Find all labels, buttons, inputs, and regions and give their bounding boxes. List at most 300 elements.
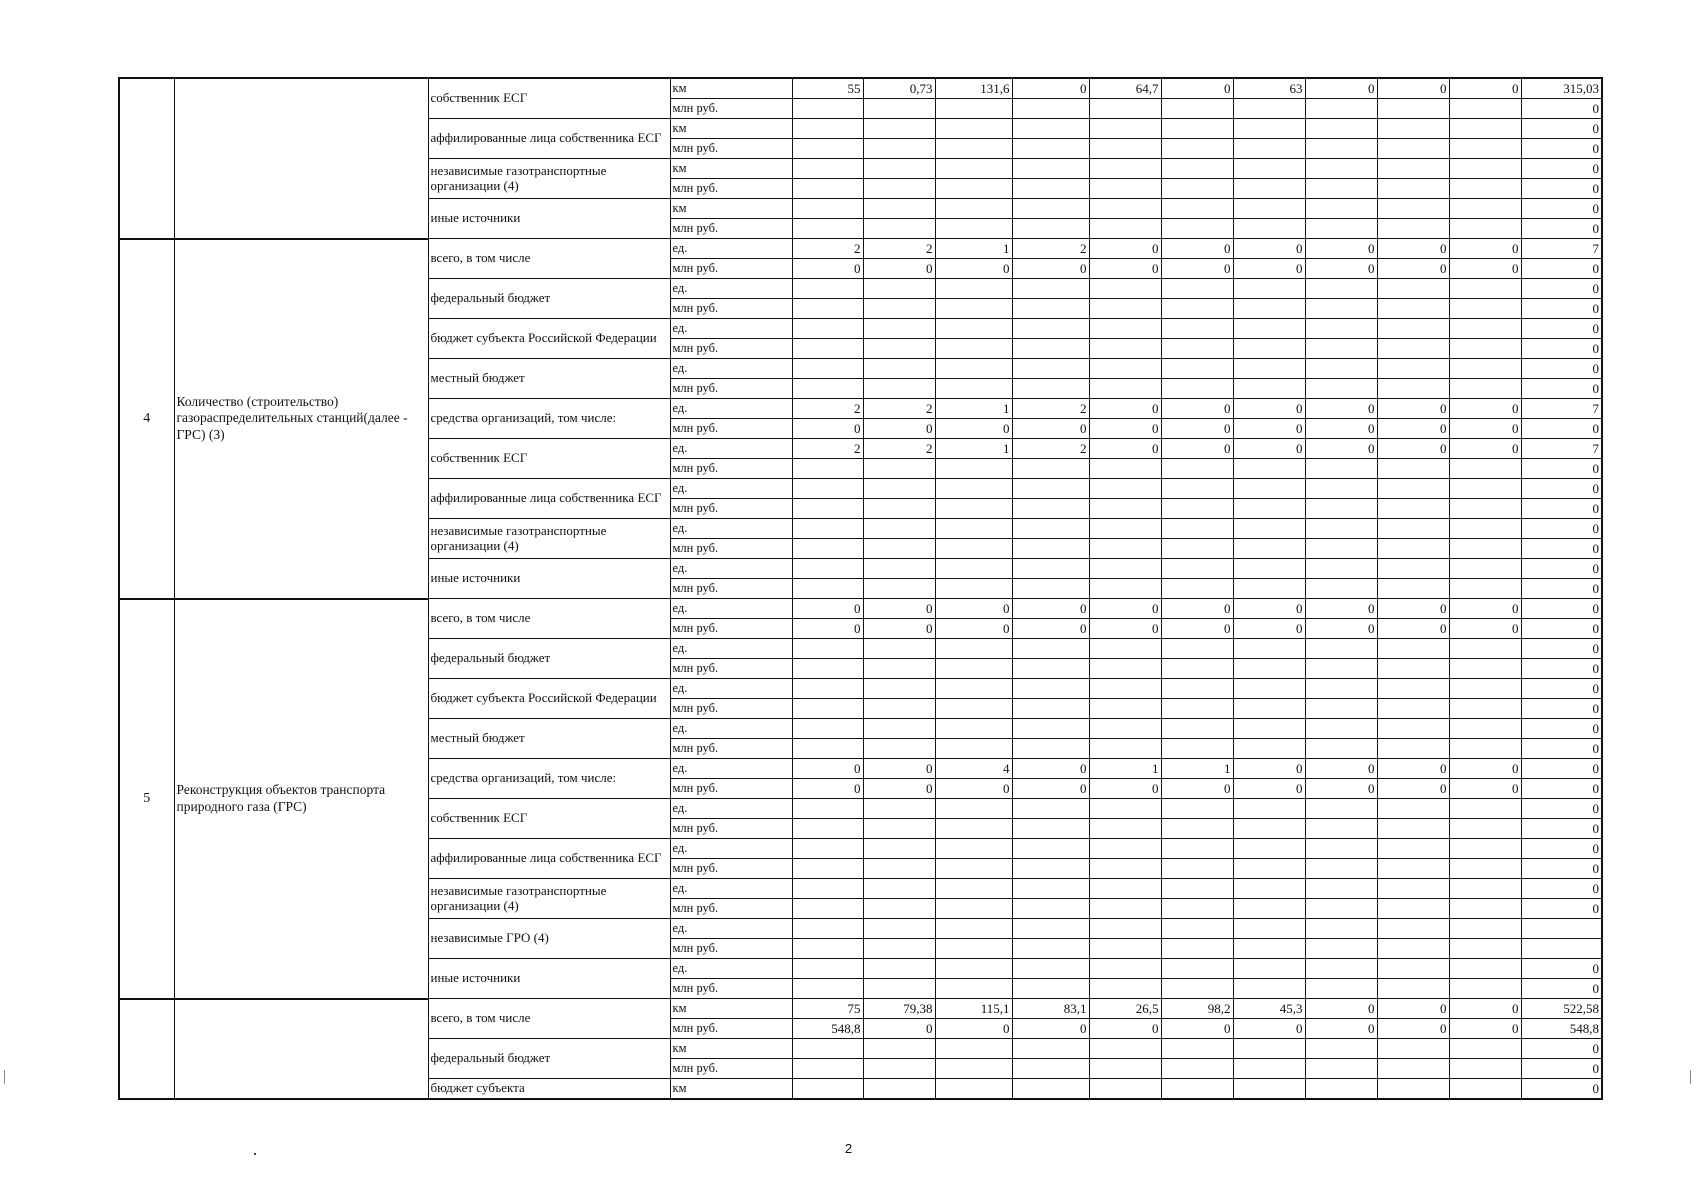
value-cell (1161, 839, 1233, 859)
value-cell (863, 939, 935, 959)
value-cell (1161, 219, 1233, 239)
value-cell (863, 839, 935, 859)
section-index (119, 78, 174, 239)
unit-cell: ед. (670, 959, 792, 979)
value-cell: 0 (792, 779, 863, 799)
value-cell: 0 (1377, 779, 1449, 799)
value-cell (792, 299, 863, 319)
value-cell (1161, 919, 1233, 939)
unit-cell: км (670, 78, 792, 99)
value-cell: 0 (1012, 78, 1089, 99)
total-cell: 0 (1521, 219, 1602, 239)
value-cell: 2 (1012, 239, 1089, 259)
value-cell (1305, 739, 1377, 759)
value-cell (935, 979, 1012, 999)
funding-source: независимые газотранспортные организации (4) (428, 159, 670, 199)
value-cell (1089, 179, 1161, 199)
value-cell (1305, 899, 1377, 919)
unit-cell: ед. (670, 799, 792, 819)
value-cell: 0 (1377, 439, 1449, 459)
value-cell (792, 519, 863, 539)
value-cell (792, 659, 863, 679)
value-cell: 0 (1233, 599, 1305, 619)
value-cell (1305, 919, 1377, 939)
unit-cell: млн руб. (670, 299, 792, 319)
value-cell: 64,7 (1089, 78, 1161, 99)
value-cell (1377, 959, 1449, 979)
value-cell (1377, 379, 1449, 399)
value-cell: 0 (1305, 259, 1377, 279)
value-cell (1161, 1039, 1233, 1059)
unit-cell: км (670, 1079, 792, 1100)
value-cell (863, 859, 935, 879)
value-cell (1377, 299, 1449, 319)
value-cell (1012, 899, 1089, 919)
value-cell: 2 (792, 439, 863, 459)
value-cell: 2 (863, 439, 935, 459)
value-cell: 0 (1305, 1019, 1377, 1039)
value-cell (1012, 119, 1089, 139)
value-cell (1161, 859, 1233, 879)
value-cell: 0 (1305, 439, 1377, 459)
value-cell (1012, 539, 1089, 559)
value-cell (1161, 719, 1233, 739)
value-cell (792, 499, 863, 519)
value-cell (1089, 879, 1161, 899)
value-cell: 0 (863, 1019, 935, 1039)
funding-source: собственник ЕСГ (428, 799, 670, 839)
value-cell (1233, 199, 1305, 219)
value-cell (1233, 499, 1305, 519)
value-cell: 0 (863, 779, 935, 799)
value-cell (935, 279, 1012, 299)
value-cell (1233, 159, 1305, 179)
value-cell: 0 (1161, 619, 1233, 639)
value-cell (1012, 639, 1089, 659)
unit-cell: км (670, 999, 792, 1019)
value-cell (1012, 199, 1089, 219)
value-cell: 0 (1012, 419, 1089, 439)
value-cell (863, 539, 935, 559)
value-cell (863, 199, 935, 219)
unit-cell: ед. (670, 559, 792, 579)
value-cell (1089, 339, 1161, 359)
value-cell (792, 339, 863, 359)
total-cell: 0 (1521, 199, 1602, 219)
total-cell: 0 (1521, 259, 1602, 279)
total-cell: 0 (1521, 739, 1602, 759)
value-cell: 2 (1012, 399, 1089, 419)
value-cell (1161, 319, 1233, 339)
value-cell (1233, 459, 1305, 479)
value-cell (1305, 959, 1377, 979)
value-cell: 0 (1449, 439, 1521, 459)
value-cell (1089, 899, 1161, 919)
value-cell (1089, 1059, 1161, 1079)
value-cell (863, 519, 935, 539)
value-cell (792, 879, 863, 899)
total-cell: 0 (1521, 99, 1602, 119)
unit-cell: млн руб. (670, 1059, 792, 1079)
value-cell: 0 (863, 619, 935, 639)
value-cell (863, 279, 935, 299)
unit-cell: млн руб. (670, 139, 792, 159)
value-cell (1012, 179, 1089, 199)
value-cell (935, 819, 1012, 839)
value-cell (1089, 839, 1161, 859)
value-cell: 0 (1377, 999, 1449, 1019)
value-cell: 0 (792, 599, 863, 619)
value-cell (1012, 1079, 1089, 1100)
value-cell (1012, 519, 1089, 539)
value-cell (1233, 519, 1305, 539)
value-cell (863, 639, 935, 659)
value-cell: 0 (1305, 759, 1377, 779)
value-cell (1449, 519, 1521, 539)
value-cell (1012, 559, 1089, 579)
value-cell: 1 (935, 399, 1012, 419)
value-cell (1012, 839, 1089, 859)
value-cell (1233, 559, 1305, 579)
unit-cell: ед. (670, 719, 792, 739)
value-cell (863, 179, 935, 199)
value-cell (792, 139, 863, 159)
value-cell (1089, 979, 1161, 999)
unit-cell: ед. (670, 879, 792, 899)
value-cell: 0 (1449, 399, 1521, 419)
unit-cell: ед. (670, 239, 792, 259)
value-cell (1377, 479, 1449, 499)
unit-cell: млн руб. (670, 99, 792, 119)
value-cell (1161, 699, 1233, 719)
value-cell (1377, 159, 1449, 179)
value-cell (1233, 879, 1305, 899)
value-cell (1449, 879, 1521, 899)
funding-source: средства организаций, том числе: (428, 399, 670, 439)
total-cell: 7 (1521, 399, 1602, 419)
value-cell (1305, 139, 1377, 159)
value-cell: 0 (1233, 779, 1305, 799)
total-cell: 0 (1521, 679, 1602, 699)
total-cell: 0 (1521, 979, 1602, 999)
value-cell (863, 679, 935, 699)
value-cell (1377, 339, 1449, 359)
value-cell (863, 819, 935, 839)
value-cell: 0 (1161, 78, 1233, 99)
funding-source: иные источники (428, 559, 670, 599)
value-cell: 0 (1449, 259, 1521, 279)
value-cell: 1 (1089, 759, 1161, 779)
value-cell (792, 919, 863, 939)
value-cell (1305, 639, 1377, 659)
value-cell (1161, 979, 1233, 999)
value-cell (1377, 359, 1449, 379)
value-cell (1012, 299, 1089, 319)
value-cell: 0 (1449, 599, 1521, 619)
value-cell (935, 319, 1012, 339)
value-cell (935, 559, 1012, 579)
unit-cell: млн руб. (670, 779, 792, 799)
total-cell: 7 (1521, 439, 1602, 459)
value-cell (1233, 119, 1305, 139)
value-cell (863, 499, 935, 519)
value-cell (1233, 899, 1305, 919)
value-cell: 0 (935, 259, 1012, 279)
value-cell (1377, 499, 1449, 519)
value-cell (1233, 139, 1305, 159)
value-cell (1305, 319, 1377, 339)
value-cell (935, 719, 1012, 739)
value-cell (1161, 499, 1233, 519)
value-cell (1089, 719, 1161, 739)
value-cell (1233, 819, 1305, 839)
value-cell: 0 (1377, 399, 1449, 419)
value-cell (1305, 499, 1377, 519)
value-cell (1233, 1079, 1305, 1100)
total-cell: 0 (1521, 559, 1602, 579)
value-cell: 2 (792, 399, 863, 419)
value-cell (792, 319, 863, 339)
value-cell (863, 299, 935, 319)
value-cell (1089, 819, 1161, 839)
value-cell (1449, 799, 1521, 819)
value-cell (1377, 559, 1449, 579)
funding-source: средства организаций, том числе: (428, 759, 670, 799)
value-cell (1233, 339, 1305, 359)
value-cell (1377, 979, 1449, 999)
value-cell (792, 679, 863, 699)
value-cell (1377, 319, 1449, 339)
value-cell (1012, 219, 1089, 239)
value-cell: 0 (1089, 779, 1161, 799)
value-cell (863, 699, 935, 719)
value-cell (1377, 639, 1449, 659)
unit-cell: ед. (670, 919, 792, 939)
value-cell (792, 799, 863, 819)
value-cell: 0 (792, 419, 863, 439)
funding-source: независимые газотранспортные организации (4) (428, 879, 670, 919)
value-cell (1089, 319, 1161, 339)
value-cell (1305, 799, 1377, 819)
unit-cell: млн руб. (670, 979, 792, 999)
value-cell: 115,1 (935, 999, 1012, 1019)
value-cell (1012, 719, 1089, 739)
value-cell: 0 (935, 779, 1012, 799)
value-cell (935, 499, 1012, 519)
unit-cell: млн руб. (670, 499, 792, 519)
value-cell (1377, 719, 1449, 739)
section-index: 4 (119, 239, 174, 599)
value-cell (935, 839, 1012, 859)
value-cell (1233, 679, 1305, 699)
value-cell: 0 (1233, 759, 1305, 779)
value-cell (1305, 819, 1377, 839)
value-cell (1377, 179, 1449, 199)
value-cell: 0 (1449, 419, 1521, 439)
value-cell (1377, 99, 1449, 119)
value-cell (863, 899, 935, 919)
value-cell: 0 (1012, 259, 1089, 279)
total-cell: 0 (1521, 279, 1602, 299)
value-cell: 0 (863, 259, 935, 279)
value-cell (1377, 219, 1449, 239)
value-cell (863, 159, 935, 179)
value-cell (792, 459, 863, 479)
value-cell: 4 (935, 759, 1012, 779)
value-cell (1012, 459, 1089, 479)
value-cell (863, 479, 935, 499)
value-cell: 0 (863, 599, 935, 619)
value-cell (1161, 559, 1233, 579)
value-cell (935, 339, 1012, 359)
value-cell: 0 (1305, 419, 1377, 439)
value-cell (1377, 539, 1449, 559)
value-cell (792, 899, 863, 919)
value-cell (792, 939, 863, 959)
total-cell: 0 (1521, 539, 1602, 559)
value-cell (935, 199, 1012, 219)
unit-cell: млн руб. (670, 859, 792, 879)
value-cell (935, 139, 1012, 159)
value-cell: 0,73 (863, 78, 935, 99)
value-cell (935, 479, 1012, 499)
value-cell (792, 979, 863, 999)
value-cell: 1 (935, 439, 1012, 459)
total-cell: 0 (1521, 719, 1602, 739)
value-cell (1012, 499, 1089, 519)
value-cell (1089, 1039, 1161, 1059)
value-cell (1305, 179, 1377, 199)
value-cell (1161, 639, 1233, 659)
total-cell: 0 (1521, 639, 1602, 659)
value-cell (1089, 559, 1161, 579)
value-cell (1161, 479, 1233, 499)
value-cell (1449, 899, 1521, 919)
value-cell (1449, 539, 1521, 559)
value-cell: 83,1 (1012, 999, 1089, 1019)
section-title: Количество (строительство) газораспределительных станций(далее - ГРС) (3) (174, 239, 428, 599)
value-cell: 75 (792, 999, 863, 1019)
total-cell: 0 (1521, 619, 1602, 639)
value-cell (1089, 739, 1161, 759)
total-cell: 0 (1521, 699, 1602, 719)
value-cell (935, 699, 1012, 719)
value-cell (1449, 839, 1521, 859)
value-cell: 0 (1377, 759, 1449, 779)
value-cell (935, 939, 1012, 959)
value-cell (935, 519, 1012, 539)
value-cell (863, 319, 935, 339)
value-cell (1305, 159, 1377, 179)
value-cell (1377, 659, 1449, 679)
value-cell: 2 (1012, 439, 1089, 459)
page-number: 2 (844, 1141, 853, 1156)
value-cell (1449, 979, 1521, 999)
total-cell: 0 (1521, 959, 1602, 979)
value-cell (1449, 699, 1521, 719)
value-cell: 0 (1305, 239, 1377, 259)
value-cell: 0 (1161, 1019, 1233, 1039)
value-cell (1012, 819, 1089, 839)
value-cell (935, 379, 1012, 399)
value-cell (1449, 99, 1521, 119)
value-cell (935, 299, 1012, 319)
value-cell: 0 (1012, 779, 1089, 799)
total-cell: 0 (1521, 479, 1602, 499)
value-cell (1233, 839, 1305, 859)
value-cell: 0 (1305, 399, 1377, 419)
total-cell: 0 (1521, 859, 1602, 879)
value-cell: 1 (935, 239, 1012, 259)
value-cell (1089, 939, 1161, 959)
unit-cell: ед. (670, 279, 792, 299)
value-cell (1305, 279, 1377, 299)
scan-dot (4, 1070, 5, 1084)
value-cell (1233, 99, 1305, 119)
value-cell (1305, 679, 1377, 699)
section-title: Реконструкция объектов транспорта природного газа (ГРС) (174, 599, 428, 999)
value-cell: 0 (1161, 239, 1233, 259)
value-cell (1233, 479, 1305, 499)
table-row (119, 599, 1602, 619)
value-cell (1449, 939, 1521, 959)
value-cell (1161, 359, 1233, 379)
value-cell: 0 (1233, 1019, 1305, 1039)
value-cell: 0 (1449, 999, 1521, 1019)
value-cell (1449, 119, 1521, 139)
total-cell: 0 (1521, 299, 1602, 319)
value-cell (1449, 299, 1521, 319)
value-cell (1377, 459, 1449, 479)
value-cell (1012, 99, 1089, 119)
value-cell (1377, 739, 1449, 759)
value-cell (1449, 499, 1521, 519)
total-cell: 0 (1521, 419, 1602, 439)
value-cell (1449, 219, 1521, 239)
value-cell (792, 839, 863, 859)
unit-cell: км (670, 1039, 792, 1059)
value-cell (863, 1039, 935, 1059)
value-cell (1089, 359, 1161, 379)
unit-cell: млн руб. (670, 459, 792, 479)
value-cell (1233, 979, 1305, 999)
value-cell (935, 119, 1012, 139)
value-cell (1305, 1059, 1377, 1079)
value-cell (935, 1059, 1012, 1079)
value-cell (1161, 99, 1233, 119)
value-cell (1449, 819, 1521, 839)
value-cell (792, 639, 863, 659)
value-cell: 0 (792, 759, 863, 779)
value-cell (792, 379, 863, 399)
total-cell: 0 (1521, 1079, 1602, 1100)
value-cell (1305, 379, 1377, 399)
value-cell (1161, 299, 1233, 319)
value-cell: 0 (1233, 399, 1305, 419)
value-cell (1305, 199, 1377, 219)
value-cell (1233, 919, 1305, 939)
funding-source: бюджет субъекта Российской Федерации (428, 679, 670, 719)
value-cell (1161, 899, 1233, 919)
value-cell (1089, 659, 1161, 679)
value-cell (1233, 1039, 1305, 1059)
value-cell (792, 359, 863, 379)
value-cell: 0 (1377, 1019, 1449, 1039)
value-cell (935, 879, 1012, 899)
value-cell: 0 (1233, 419, 1305, 439)
value-cell (1012, 679, 1089, 699)
total-cell (1521, 939, 1602, 959)
